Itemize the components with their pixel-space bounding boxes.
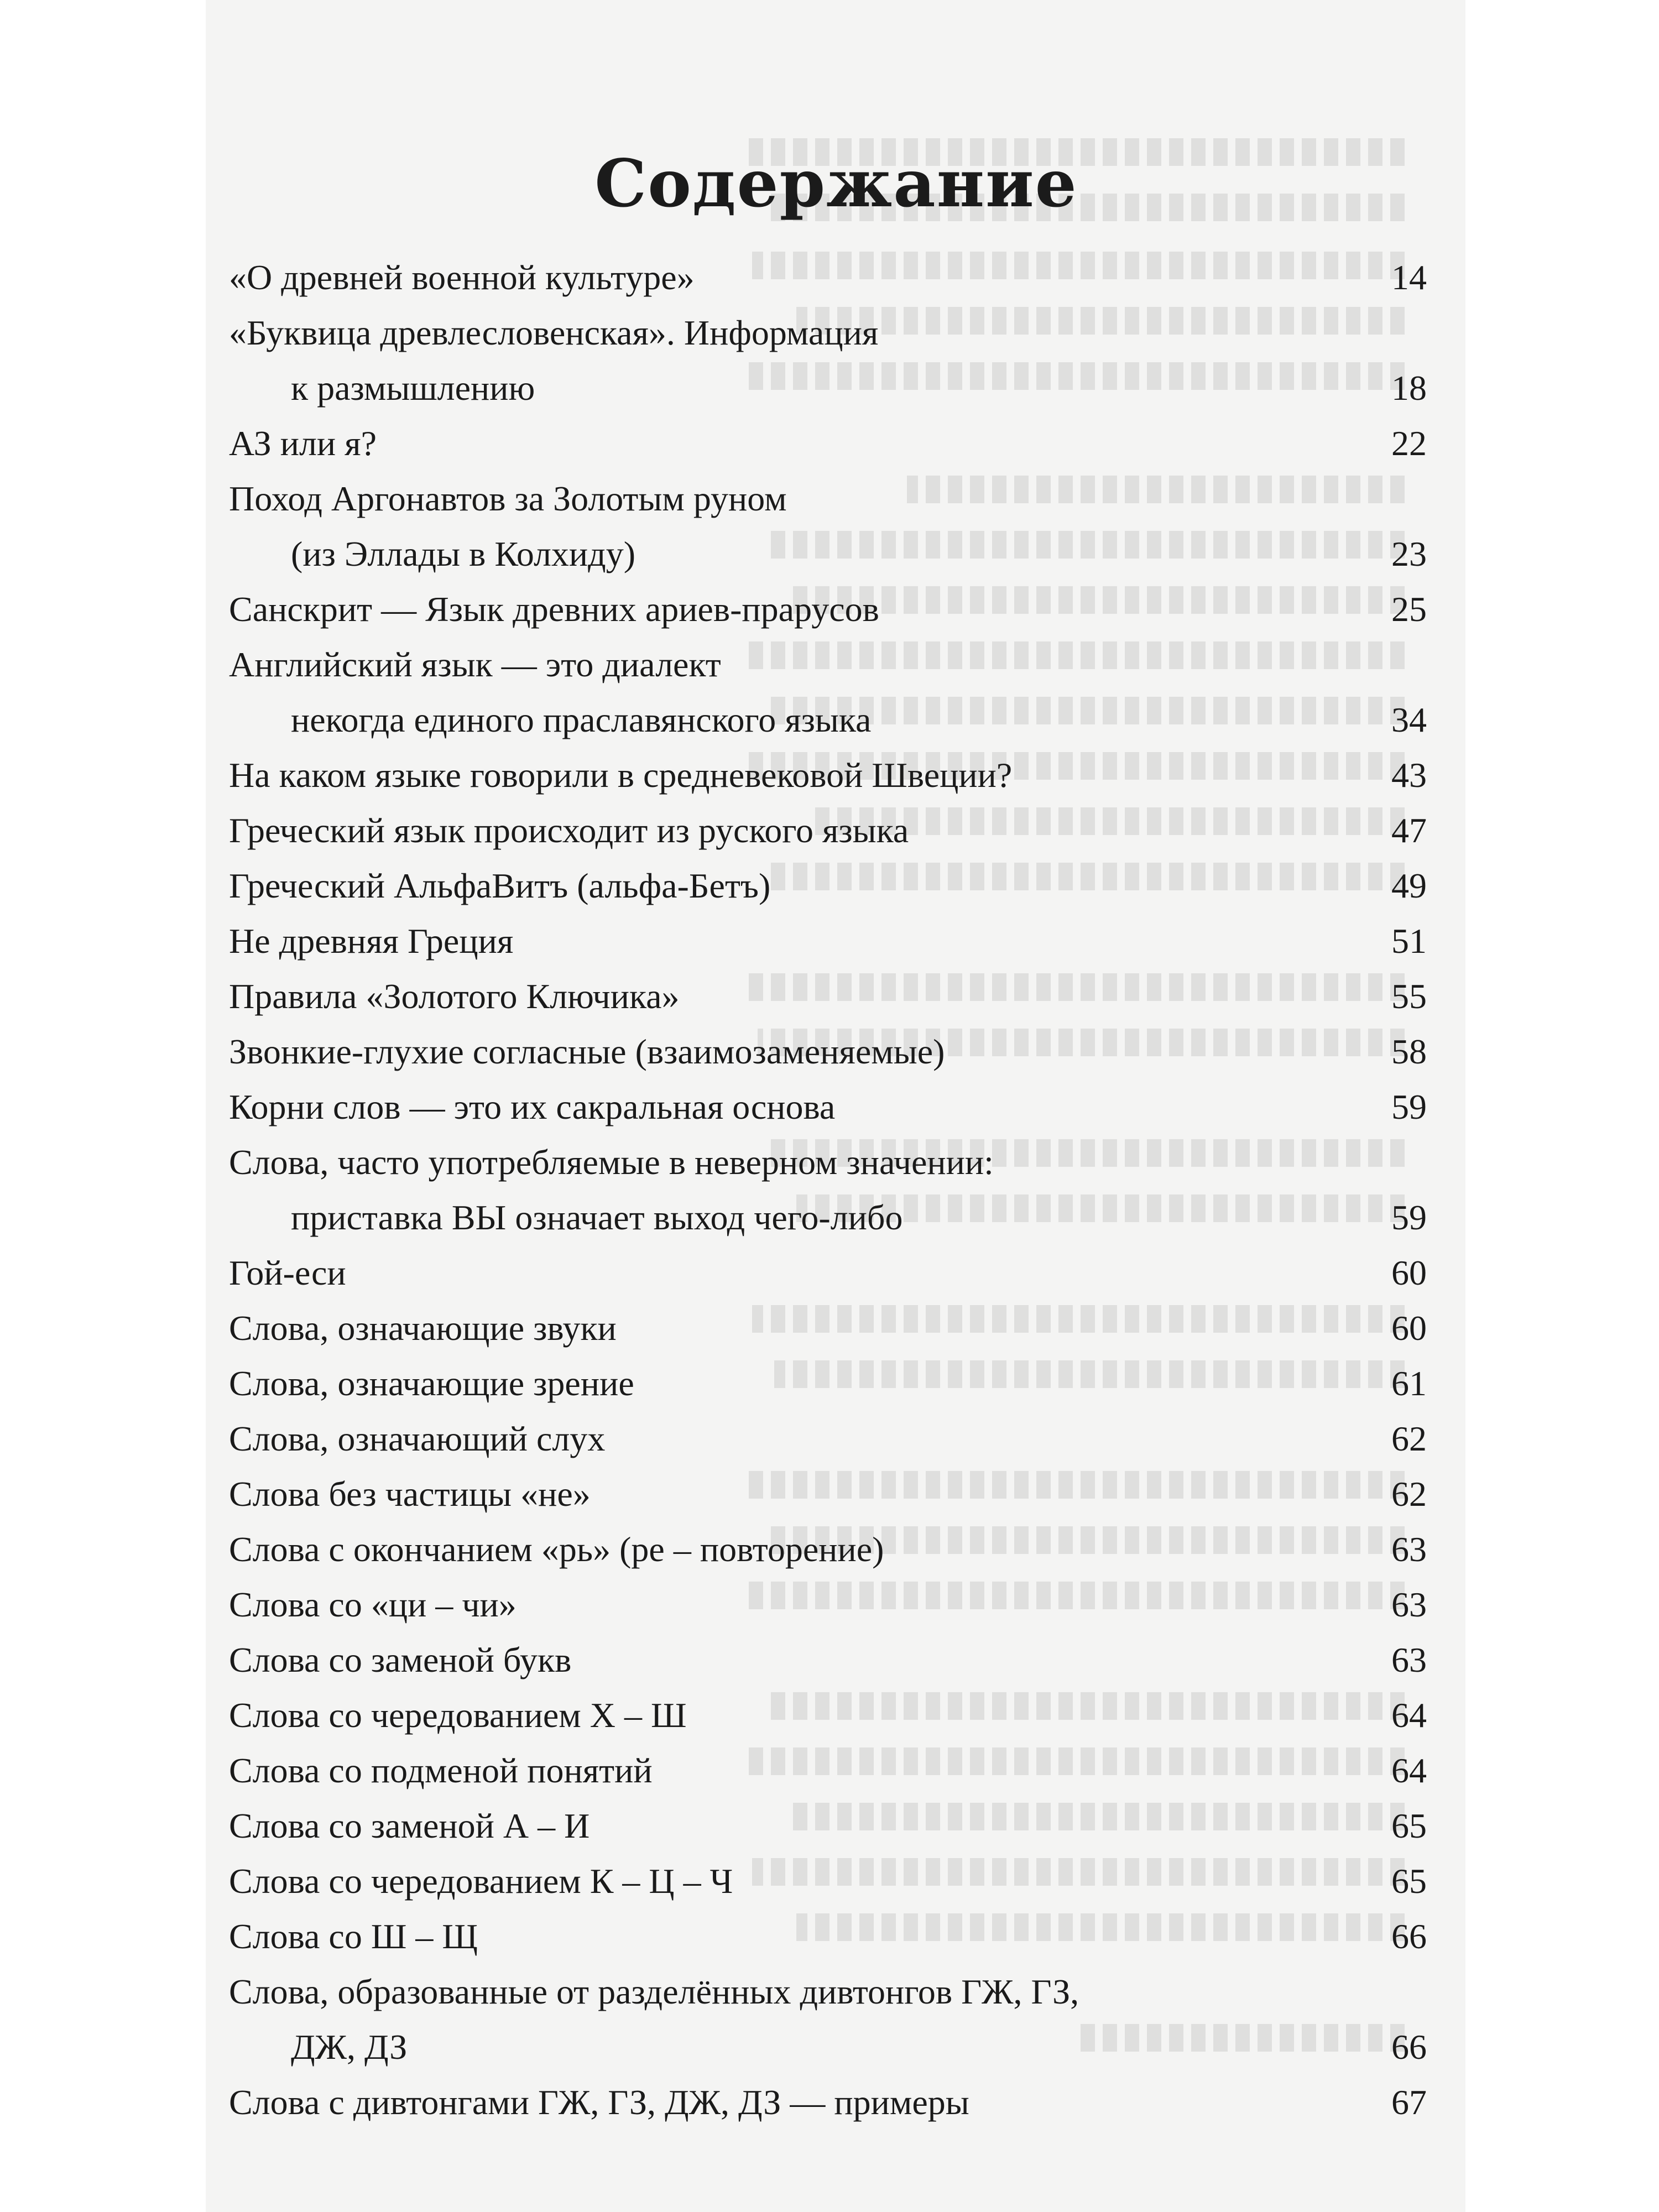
dot-leader (349, 1274, 1388, 1285)
toc-entry-title: Греческий язык происходит из руского языка (229, 811, 909, 850)
toc-entry (291, 702, 1427, 738)
dot-leader (594, 1495, 1388, 1506)
toc-entry (229, 1808, 1427, 1844)
toc-page-number: 51 (1391, 921, 1427, 961)
toc-page-number: 60 (1391, 1253, 1427, 1292)
toc-entry-title: Слова со Ш – Щ (229, 1917, 478, 1956)
toc-entry-line (229, 647, 721, 682)
dot-leader (481, 1937, 1388, 1948)
toc-page-number: 65 (1391, 1806, 1427, 1845)
toc-page-number: 59 (1391, 1198, 1427, 1237)
toc-entry-title: «О древней военной культуре» (229, 258, 695, 297)
toc-entry-title: Слова, часто употребляемые в неверном значении: (229, 1142, 994, 1182)
dot-leader (906, 1218, 1388, 1229)
toc-entry-title: Слова со чередованием Х – Ш (229, 1695, 687, 1735)
toc-page-number: 65 (1391, 1861, 1427, 1901)
dot-leader (948, 1052, 1388, 1063)
toc-entry (229, 260, 1427, 295)
toc-entry (229, 813, 1427, 848)
toc-entry (229, 1753, 1427, 1788)
toc-entry (229, 1255, 1427, 1291)
toc-entry-title: ДЖ, ДЗ (291, 2027, 408, 2067)
toc-entry-title: Слова, означающий слух (229, 1419, 606, 1458)
toc-entry (229, 1532, 1427, 1567)
dot-leader (656, 1771, 1388, 1782)
toc-page-number: 67 (1391, 2083, 1427, 2122)
dot-leader (575, 1661, 1388, 1672)
toc-entry (229, 979, 1427, 1014)
dot-leader (838, 1108, 1388, 1119)
toc-entry (229, 1474, 1427, 1514)
toc-entry-title: Санскрит — Язык древних ариев-прарусов (229, 589, 879, 629)
toc-page-number: 49 (1391, 866, 1427, 905)
toc-entry-title: Слова с окончанием «рь» (ре – повторение) (229, 1530, 884, 1569)
toc-entry-line (229, 1142, 994, 1182)
toc-entry (229, 1089, 1427, 1125)
toc-entry-line (229, 481, 787, 517)
dot-leader (690, 1716, 1389, 1727)
toc-page-number: 66 (1391, 1917, 1427, 1956)
dot-leader (973, 2103, 1388, 2114)
toc-entry-title: Звонкие-глухие согласные (взаимозаменяемые) (229, 1032, 945, 1071)
toc-page-number: 59 (1391, 1087, 1427, 1126)
table-of-contents (206, 0, 1465, 2212)
toc-page-number: 63 (1391, 1585, 1427, 1624)
dot-leader (774, 886, 1388, 898)
toc-entry (229, 426, 1427, 461)
toc-entry-title: Поход Аргонавтов за Золотым руном (229, 479, 787, 518)
dot-leader (883, 610, 1388, 621)
toc-entry (291, 2027, 1427, 2067)
toc-entry (229, 868, 1427, 904)
toc-entry-title: Слова со «ци – чи» (229, 1585, 517, 1624)
toc-entry (229, 1919, 1427, 1954)
dot-leader (620, 1329, 1388, 1340)
toc-entry-title: Корни слов — это их сакральная основа (229, 1087, 836, 1126)
toc-entry-title: Английский язык — это диалект (229, 645, 721, 684)
toc-page-number: 62 (1391, 1419, 1427, 1458)
toc-page-number: 55 (1391, 977, 1427, 1016)
toc-entry (229, 755, 1427, 795)
dot-leader (593, 1827, 1388, 1838)
dot-leader (874, 721, 1388, 732)
toc-entry (229, 921, 1427, 961)
dot-leader (698, 278, 1388, 289)
toc-page-number: 60 (1391, 1308, 1427, 1348)
toc-entry (229, 2085, 1427, 2120)
dot-leader (683, 997, 1389, 1008)
toc-entry (229, 1695, 1427, 1735)
toc-entry-title: На каком языке говорили в средневековой Швеции? (229, 755, 1013, 795)
toc-page-number: 25 (1391, 589, 1427, 629)
toc-entry (229, 1308, 1427, 1348)
dot-leader (639, 555, 1388, 566)
toc-entry-line (229, 1974, 1079, 2010)
toc-entry (229, 1421, 1427, 1457)
toc-entry (229, 1366, 1427, 1401)
dot-leader (380, 444, 1388, 455)
toc-page-number: 63 (1391, 1530, 1427, 1569)
toc-entry-line (229, 315, 878, 351)
toc-entry-title: Слова, означающие зрение (229, 1364, 634, 1403)
toc-page-number: 14 (1391, 258, 1427, 297)
toc-page-number: 62 (1391, 1474, 1427, 1514)
toc-page-number: 61 (1391, 1364, 1427, 1403)
toc-entry (229, 589, 1427, 629)
book-page (206, 0, 1465, 2212)
toc-entry-title: Слова со заменой А – И (229, 1806, 590, 1845)
toc-entry-title: Слова, означающие звуки (229, 1308, 617, 1348)
toc-entry-title: приставка ВЫ означает выход чего-либо (291, 1198, 903, 1237)
toc-page-number: 18 (1391, 368, 1427, 408)
toc-entry (291, 368, 1427, 408)
toc-entry-title: Слова со подменой понятий (229, 1751, 653, 1790)
dot-leader (736, 1882, 1388, 1893)
toc-page-number: 43 (1391, 755, 1427, 795)
toc-page-number: 22 (1391, 424, 1427, 463)
toc-title: Содержание (594, 145, 1078, 222)
toc-page-number: 34 (1391, 700, 1427, 739)
toc-entry-title: АЗ или я? (229, 424, 377, 463)
toc-page-number: 64 (1391, 1695, 1427, 1735)
toc-entry (229, 1861, 1427, 1901)
toc-entry (291, 536, 1427, 572)
dot-leader (517, 942, 1388, 953)
toc-entry (229, 1642, 1427, 1678)
toc-entry-title: Не древняя Греция (229, 921, 514, 961)
toc-page-number: 63 (1391, 1640, 1427, 1679)
toc-page-number: 58 (1391, 1032, 1427, 1071)
toc-entry (229, 1587, 1427, 1623)
toc-page-number: 23 (1391, 534, 1427, 573)
toc-entry-title: некогда единого праславянского языка (291, 700, 872, 739)
toc-entry-title: Греческий АльфаВитъ (альфа-Бетъ) (229, 866, 771, 905)
dot-leader (912, 831, 1388, 842)
dot-leader (520, 1605, 1388, 1616)
toc-entry-title: Гой-еси (229, 1253, 346, 1292)
toc-entry-title: Слова со заменой букв (229, 1640, 572, 1679)
toc-entry-title: Слова, образованные от разделённых дивтонгов ГЖ, ГЗ, (229, 1972, 1079, 2011)
dot-leader (538, 389, 1388, 400)
toc-entry-title: «Буквица древлесловенская». Информация (229, 313, 879, 352)
dot-leader (887, 1550, 1388, 1561)
toc-entry (229, 1034, 1427, 1070)
toc-entry-title: к размышлению (291, 368, 535, 408)
dot-leader (638, 1384, 1388, 1395)
toc-entry-title: Слова со чередованием К – Ц – Ч (229, 1861, 733, 1901)
toc-entry-title: Слова без частицы «не» (229, 1474, 591, 1514)
toc-page-number: 47 (1391, 811, 1427, 850)
dot-leader (410, 2048, 1388, 2059)
toc-entry-title: (из Эллады в Колхиду) (291, 534, 636, 573)
dot-leader (608, 1439, 1388, 1451)
toc-entry-title: Слова с дивтонгами ГЖ, ГЗ, ДЖ, ДЗ — примеры (229, 2083, 969, 2122)
toc-entry-title: Правила «Золотого Ключика» (229, 977, 680, 1016)
dot-leader (1015, 776, 1388, 787)
toc-page-number: 64 (1391, 1751, 1427, 1790)
toc-page-number: 66 (1391, 2027, 1427, 2067)
toc-entry (291, 1200, 1427, 1235)
